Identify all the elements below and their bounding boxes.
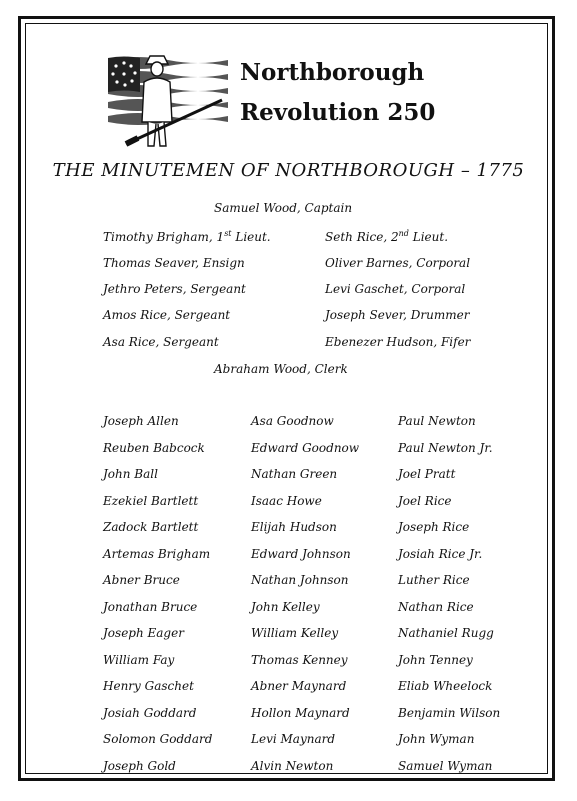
roster-name: Nathan Rice bbox=[398, 600, 474, 614]
roster-name: John Tenney bbox=[398, 653, 473, 667]
roster-name: Artemas Brigham bbox=[103, 547, 211, 561]
roster-name: William Fay bbox=[103, 653, 175, 667]
roster-name: Joel Pratt bbox=[398, 467, 456, 481]
roster-name: Joel Rice bbox=[398, 494, 452, 508]
officer-left: Asa Rice, Sergeant bbox=[103, 335, 219, 349]
roster-name: Thomas Kenney bbox=[251, 653, 348, 667]
roster-name: Joseph Eager bbox=[103, 626, 184, 640]
officer-right: Levi Gaschet, Corporal bbox=[325, 282, 466, 296]
roster-name: Josiah Goddard bbox=[103, 706, 197, 720]
roster-name: William Kelley bbox=[251, 626, 339, 640]
roster-name: Jonathan Bruce bbox=[103, 600, 198, 614]
officer-left: Thomas Seaver, Ensign bbox=[103, 256, 245, 270]
officer-left: Timothy Brigham, 1st Lieut. bbox=[103, 229, 271, 244]
minuteman-flag-logo bbox=[104, 52, 228, 148]
roster-name: Nathaniel Rugg bbox=[398, 626, 494, 640]
roster-name: John Wyman bbox=[398, 732, 475, 746]
roster-name: Edward Johnson bbox=[251, 547, 351, 561]
roster-name: John Kelley bbox=[251, 600, 320, 614]
roster-name: Joseph Allen bbox=[103, 414, 179, 428]
officer-left: Jethro Peters, Sergeant bbox=[103, 282, 246, 296]
roster-name: Elijah Hudson bbox=[251, 520, 337, 534]
roster-name: Nathan Green bbox=[251, 467, 338, 481]
roster-name: Luther Rice bbox=[398, 573, 470, 587]
roster-name: Joseph Rice bbox=[398, 520, 470, 534]
roster-name: Ezekiel Bartlett bbox=[103, 494, 199, 508]
roster-name: Eliab Wheelock bbox=[398, 679, 493, 693]
captain-line: Samuel Wood, Captain bbox=[214, 201, 353, 215]
officer-left: Amos Rice, Sergeant bbox=[103, 308, 231, 322]
page-heading: THE MINUTEMEN OF NORTHBOROUGH – 1775 bbox=[52, 160, 525, 181]
roster-name: Nathan Johnson bbox=[251, 573, 349, 587]
brand-line-2: Revolution 250 bbox=[240, 99, 436, 126]
brand-line-1: Northborough bbox=[240, 59, 425, 86]
officer-right: Joseph Sever, Drummer bbox=[325, 308, 470, 322]
roster-name: Joseph Gold bbox=[103, 759, 176, 773]
roster-name: Samuel Wyman bbox=[398, 759, 493, 773]
officer-right: Oliver Barnes, Corporal bbox=[325, 256, 471, 270]
roster-name: Reuben Babcock bbox=[103, 441, 205, 455]
clerk-line: Abraham Wood, Clerk bbox=[214, 362, 348, 376]
roster-name: Edward Goodnow bbox=[251, 441, 360, 455]
roster-name: Josiah Rice Jr. bbox=[398, 547, 483, 561]
roster-name: Zadock Bartlett bbox=[103, 520, 199, 534]
roster-name: Henry Gaschet bbox=[103, 679, 194, 693]
roster-name: Hollon Maynard bbox=[251, 706, 350, 720]
officer-right: Seth Rice, 2nd Lieut. bbox=[325, 229, 449, 244]
roster-name: Abner Bruce bbox=[103, 573, 180, 587]
roster-name: Isaac Howe bbox=[251, 494, 322, 508]
roster-name: Alvin Newton bbox=[251, 759, 334, 773]
roster-name: Abner Maynard bbox=[251, 679, 347, 693]
roster-name: Solomon Goddard bbox=[103, 732, 213, 746]
roster-name: Levi Maynard bbox=[251, 732, 336, 746]
roster-name: Benjamin Wilson bbox=[398, 706, 501, 720]
roster-name: Paul Newton bbox=[398, 414, 476, 428]
roster-name: John Ball bbox=[103, 467, 158, 481]
roster-name: Asa Goodnow bbox=[251, 414, 334, 428]
roster-name: Paul Newton Jr. bbox=[398, 441, 493, 455]
officer-right: Ebenezer Hudson, Fifer bbox=[325, 335, 471, 349]
